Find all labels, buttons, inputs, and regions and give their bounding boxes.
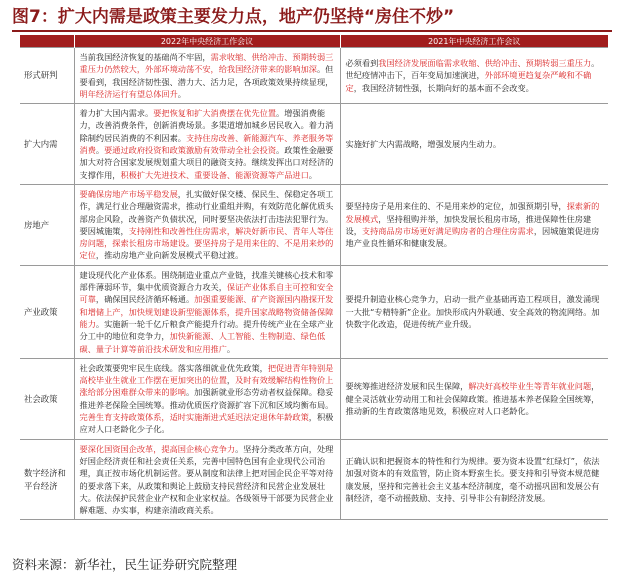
highlighted-text: 要把恢复和扩大消费摆在优先位置 [153, 108, 277, 119]
body-text: 。政策性金融要加大对符合国家发展规划重大项目的融资支持。继续发挥出口对经济的支撑作用， [79, 145, 334, 180]
table-row [20, 358, 608, 439]
row-category: 房地产 [20, 184, 74, 265]
figure-title-bar [12, 4, 612, 32]
highlighted-text: 需求收缩、供给冲击、预期转弱三重压力仍然较大，外部环境动荡不安，给我国经济带来的影响加深 [79, 52, 334, 75]
highlighted-text: 我国经济发展面临需求收缩、供给冲击、预期转弱三重压力 [378, 58, 592, 69]
body-text: 建设现代化产业体系。围绕制造业重点产业链，找准关键核心技术和零部件薄弱环节，集中优质资源合力攻关， [79, 269, 334, 293]
highlighted-text: 支持刚性和改善性住房需求，解决好新市民、青年人等住房问题，探索长租房市场建设 [79, 225, 334, 249]
highlighted-text: 探索新的发展模式 [345, 201, 600, 224]
table-row [20, 104, 608, 185]
header-2022: 2022年中央经济工作会议 [74, 35, 340, 48]
figure-title: 图7：扩大内需是政策主要发力点，地产仍坚持“房住不炒” [12, 7, 455, 27]
table-row [20, 184, 608, 265]
highlighted-text: 加快新能源、人工智能、生物制造、绿色低碳、量子计算等前沿技术研发和应用推广 [79, 331, 326, 354]
table-row [20, 48, 608, 104]
row-category: 扩大内需 [20, 104, 74, 185]
body-text: ，健全灵活就业劳动用工和社会保障政策。推进基本养老保险全国统筹，推动新的生育政策落地见效，积极应对人口老龄化。 [345, 381, 600, 416]
cell-2021 [340, 48, 608, 104]
highlighted-text: 要确保房地产市场平稳发展 [79, 188, 178, 199]
title-underline [12, 30, 612, 32]
body-text: ，因城施策促进房地产业良性循环和健康发展。 [345, 225, 600, 249]
highlighted-text: 完善生育支持政策体系，适时实施渐进式延迟法定退休年龄政策 [79, 412, 309, 423]
highlighted-text: 积极扩大先进技术、重要设备、能源资源等产品进口 [120, 169, 309, 180]
highlighted-text: 保证产业体系自主可控和安全可靠 [79, 282, 334, 305]
body-text: 。世纪疫情冲击下，百年变局加速演进， [345, 58, 600, 81]
highlighted-text: 加强重要能源、矿产资源国内勘探开发和增储上产，加快规划建设新型能源体系，提升国家战略物资储备保障能力 [79, 294, 334, 329]
cell-2022 [74, 439, 340, 520]
highlighted-text: 支持住房改善、新能源汽车、养老服务等消费 [79, 132, 334, 156]
cell-2022 [74, 184, 340, 265]
body-text: 要坚持房子是用来住的、不是用来炒的定位，加强预期引导， [345, 201, 567, 212]
policy-comparison-table [20, 35, 608, 520]
body-text: 。 [226, 343, 236, 354]
body-text: 。 [185, 238, 195, 249]
body-text: 。 [95, 145, 105, 156]
highlighted-text: 及时有效缓解结构性物价上涨给部分困难群众带来的影响 [79, 375, 334, 398]
highlighted-text: 支持商品房市场更好满足购房者的合理住房需求 [361, 225, 534, 236]
row-category: 数字经济和平台经济 [20, 439, 74, 520]
highlighted-text: 解决好高校毕业生等青年就业问题 [468, 381, 592, 392]
cell-2021 [340, 184, 608, 265]
highlighted-text: 要深化国资国企改革，提高国企核心竞争力 [79, 443, 236, 454]
body-text: 社会政策要兜牢民生底线。落实落细就业优先政策， [79, 362, 268, 373]
highlighted-text: 明年经济运行有望总体回升 [79, 88, 178, 99]
body-text: 要统筹推进经济发展和民生保障， [345, 381, 469, 392]
highlighted-text: 要坚持房子是用来住的、不是用来炒的定位 [79, 238, 334, 261]
body-text: 正确认识和把握资本的特性和行为规律。要为资本设置“红绿灯”，依法加强对资本的有效监管，防止资本野蛮生长。要支持和引导资本规范健康发展，坚持和完善社会主义基本经济制度，毫不动摇巩固和发展公有制经济，毫不动摇鼓励、支持、引导非公有制经济发展。 [345, 455, 600, 503]
body-text: 。加强新就业形态劳动者权益保障。稳妥推进养老保险全国统筹。推动优质医疗资源扩容下沉和区域均衡布局。 [79, 387, 334, 410]
header-category [20, 35, 74, 48]
table-row [20, 265, 608, 358]
body-text: 。增强消费能力，改善消费条件，创新消费场景。多渠道增加城乡居民收入。着力消除制约居民消费的不利因素。 [79, 108, 334, 143]
row-category: 产业政策 [20, 265, 74, 358]
body-text: ，坚持租购并举，加快发展长租房市场，推进保障性住房建设， [345, 213, 592, 236]
body-text: ，积极应对人口老龄化少子化。 [79, 412, 334, 435]
cell-2021 [340, 265, 608, 358]
row-category: 社会政策 [20, 358, 74, 439]
highlighted-text: 要通过政府投资和政策激励有效带动全社会投资 [104, 145, 277, 156]
cell-2021 [340, 104, 608, 185]
highlighted-text: 外部环境更趋复杂严峻和不确定 [345, 70, 592, 93]
body-text: ，推动房地产业向新发展模式平稳过渡。 [95, 250, 244, 261]
body-text: 要提升制造业核心竞争力，启动一批产业基础再造工程项目，激发涌现一大批“专精特新”企业。加快形成内外联通、安全高效的物流网络。加快数字化改造，促进传统产业升级。 [345, 294, 600, 329]
table-row [20, 439, 608, 520]
body-text: 。 [177, 88, 186, 99]
header-2021: 2021年中央经济工作会议 [340, 35, 608, 48]
cell-2021 [340, 358, 608, 439]
body-text: ， [226, 375, 236, 386]
body-text: ，扎实做好保交楼、保民生、保稳定各项工作，满足行业合理融资需求，推动行业重组并购，有效防范化解优质头部房企风险，改善资产负债状况，同时要坚决依法打击违法犯罪行为。要因城施策， [79, 188, 334, 236]
row-category: 形式研判 [20, 48, 74, 104]
body-text: 。坚持分类改革方向，处理好国企经济责任和社会责任关系，完善中国特色国有企业现代公司治理，真正按市场化机制运营。要从制度和法律上把对国企民企平等对待的要求落下来，从政策和舆论上鼓励支持民营经济和民营企业发展壮大。依法保护民营企业产权和企业家权益。各级领导干部要为民营企业解难题、办实事，构建亲清政商关系。 [79, 443, 334, 516]
body-text: ，确保国民经济循环畅通。 [95, 294, 195, 305]
table-header-row [20, 35, 608, 48]
body-text: 。实施新一轮千亿斤粮食产能提升行动。提升传统产业在全球产业分工中的地位和竞争力， [79, 318, 334, 342]
highlighted-text: 把促进青年特别是高校毕业生就业工作摆在更加突出的位置 [79, 362, 334, 386]
cell-2021 [340, 439, 608, 520]
body-text: 。但要看到，我国经济韧性强、潜力大、活力足，各项政策效果持续显现， [79, 64, 334, 87]
cell-2022 [74, 104, 340, 185]
source-note: 资料来源：新华社，民生证券研究院整理 [12, 557, 238, 572]
body-text: 当前我国经济恢复的基础尚不牢固， [79, 52, 211, 62]
body-text: 着力扩大国内需求。 [79, 108, 154, 119]
body-text: 必须看到 [345, 58, 379, 69]
body-text: ，我国经济韧性强，长期向好的基本面不会改变。 [353, 82, 534, 93]
body-text: 实施好扩大内需战略，增强发展内生动力。 [345, 138, 502, 149]
cell-2022 [74, 265, 340, 358]
body-text: 。 [308, 169, 317, 180]
cell-2022 [74, 48, 340, 104]
cell-2022 [74, 358, 340, 439]
